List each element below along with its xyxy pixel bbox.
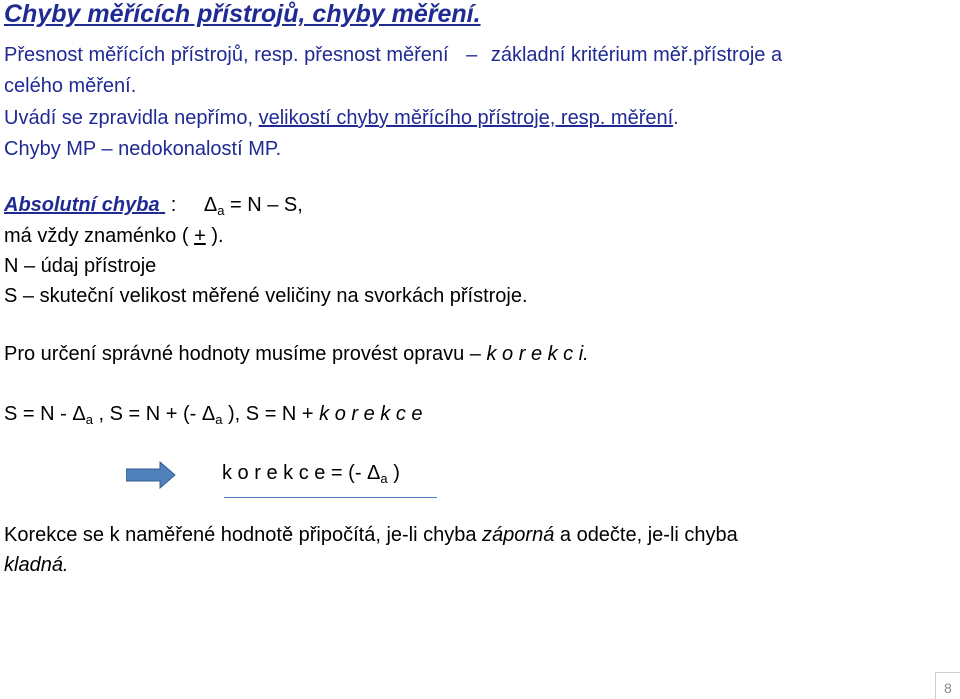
sign-line-a: má vždy znaménko ( [4, 225, 195, 247]
sign-line [4, 225, 224, 248]
formula-1-subscript: a [85, 412, 93, 427]
correction-sentence-a: Pro určení správné hodnoty musíme provést opravu – [4, 343, 487, 365]
korekce-definition [222, 462, 400, 485]
absolute-error-formula [4, 194, 303, 217]
right-arrow-icon [126, 461, 176, 489]
intro-line-1-a: Přesnost měřících přístrojů, resp. přesnost měření [4, 44, 449, 66]
intro-line-1-dash: – [466, 44, 478, 66]
formula-1: S = N - Δ [4, 403, 86, 425]
korekce-underline [224, 497, 437, 498]
footer-negative-word: záporná [482, 524, 555, 546]
formula-3-korekce: k o r e k c e [319, 403, 423, 425]
correction-sentence [4, 343, 589, 366]
intro-line-1-b: základní kritérium měř.přístroje a [490, 44, 783, 66]
intro-line-2: celého měření. [4, 75, 137, 97]
footer-line-2: kladná. [4, 554, 69, 576]
plus-minus-sign: + [194, 225, 206, 247]
n-definition: N – údaj přístroje [4, 255, 157, 277]
page-number: 8 [944, 680, 952, 696]
formula-2-subscript: a [215, 412, 223, 427]
delta-subscript: a [217, 203, 225, 218]
absolute-error-colon: : [165, 194, 177, 216]
intro-line-3-a: Uvádí se zpravidla nepřímo, [4, 107, 254, 129]
footer-line-1-b: a odečte, je-li chyba [554, 524, 738, 546]
absolute-error-equation: = N – S, [224, 194, 303, 216]
intro-line-1 [4, 44, 782, 67]
formula-2: , S = N + (- Δ [92, 403, 216, 425]
correction-formulas [4, 403, 423, 426]
absolute-error-label: Absolutní chyba [4, 194, 160, 216]
intro-line-3-end: . [673, 107, 679, 129]
delta-symbol: Δ [203, 194, 218, 216]
page-title: Chyby měřících přístrojů, chyby měření. [4, 0, 481, 28]
formula-3: ), S = N + [222, 403, 320, 425]
sign-line-b: ). [205, 225, 224, 247]
s-definition: S – skuteční velikost měřené veličiny na svorkách přístroje. [4, 285, 528, 307]
intro-line-3 [4, 107, 679, 130]
korekce-definition-b: ) [387, 462, 400, 484]
intro-line-3-underlined: velikostí chyby měřícího přístroje, resp. měření [258, 107, 674, 129]
korekce-subscript: a [380, 471, 388, 486]
footer-line-1-a: Korekce se k naměřené hodnotě připočítá, je-li chyba [4, 524, 483, 546]
footer-line-1 [4, 524, 738, 547]
correction-word: k o r e k c i. [486, 343, 589, 365]
korekce-definition-a: k o r e k c e = (- Δ [222, 462, 381, 484]
intro-line-4: Chyby MP – nedokonalostí MP. [4, 138, 282, 160]
